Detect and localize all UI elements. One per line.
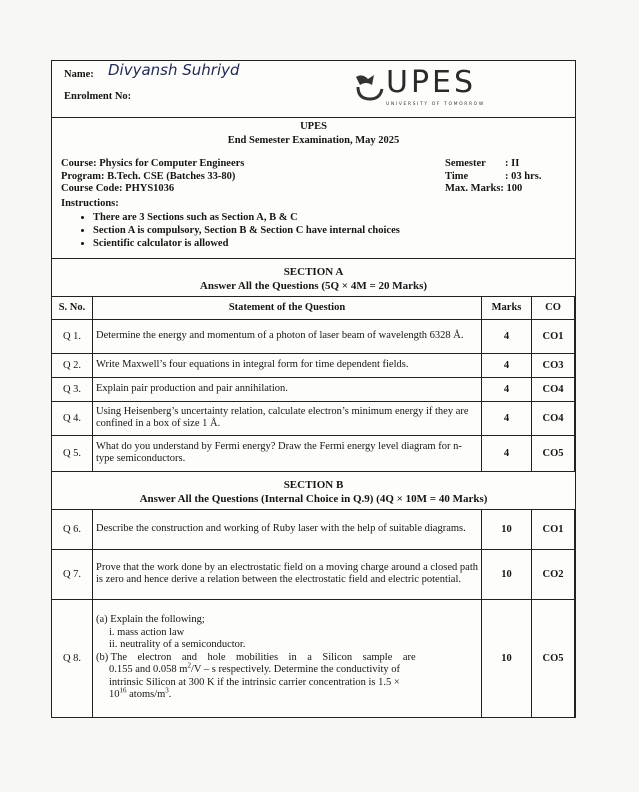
q8-part-b-line3: intrinsic Silicon at 300 K if the intrinsic carrier concentration is 1.5 × [109, 676, 400, 688]
question-number: Q 2. [52, 353, 93, 377]
question-text: Using Heisenberg’s uncertainty relation, calculate electron’s minimum energy if they are confined in a box of size 1 Å. [93, 401, 482, 435]
question-co: CO5 [532, 435, 575, 471]
table-row [52, 377, 575, 401]
question-co: CO1 [532, 319, 575, 353]
question-co: CO4 [532, 377, 575, 401]
question-number: Q 6. [52, 509, 93, 549]
exam-title: End Semester Examination, May 2025 [227, 135, 400, 146]
question-marks: 4 [482, 353, 532, 377]
table-row [52, 599, 575, 717]
course-code: Course Code: PHYS1036 [61, 183, 175, 194]
section-b-header [52, 472, 575, 509]
semester-value: : II [505, 158, 520, 169]
question-co: CO3 [532, 353, 575, 377]
table-row [52, 549, 575, 599]
paper-header [52, 61, 575, 118]
table-row [52, 319, 575, 353]
upes-logo [352, 65, 485, 111]
q8-part-b-line4: $10^{16}$ atoms/$m^3$. [109, 686, 172, 701]
table-row [52, 353, 575, 377]
question-number: Q 5. [52, 435, 93, 471]
instructions [52, 198, 575, 250]
question-marks: 10 [482, 549, 532, 599]
logo-tagline: UNIVERSITY OF TOMORROW [386, 102, 485, 107]
exam-paper [51, 60, 576, 718]
logo-text: UPES [386, 65, 477, 100]
question-number: Q 7. [52, 549, 93, 599]
question-text: Write Maxwell’s four equations in integral form for time dependent fields. [93, 353, 482, 377]
program-name: Program: B.Tech. CSE (Batches 33-80) [61, 170, 236, 182]
q8-part-a: (a) Explain the following; [96, 614, 205, 626]
question-number: Q 1. [52, 319, 93, 353]
table-row [52, 509, 575, 549]
question-text: Explain pair production and pair annihilation. [93, 377, 482, 401]
time-label: Time [445, 170, 469, 182]
table-row [52, 435, 575, 471]
col-header-sno: S. No. [52, 296, 93, 319]
question-text [93, 599, 482, 717]
question-marks: 10 [482, 509, 532, 549]
section-a-header [52, 258, 575, 296]
question-co: CO2 [532, 549, 575, 599]
university-name: UPES [300, 121, 327, 132]
section-b-title: SECTION B [283, 478, 344, 491]
exam-title-block [52, 118, 575, 148]
col-header-co: CO [532, 296, 575, 319]
enrolment-label: Enrolment No: [64, 91, 132, 102]
time-value: : 03 hrs. [505, 170, 542, 182]
q8-part-a-i: i. mass action law [109, 626, 185, 638]
q8-part-b-line2: 0.155 and 0.058 $m^2/V$ – s respectively. Determine the conductivity of [109, 661, 401, 676]
section-b-subtitle: Answer All the Questions (Internal Choice in Q.9) (4Q × 10M = 40 Marks) [139, 492, 488, 505]
question-co: CO5 [532, 599, 575, 717]
question-text: Describe the construction and working of Ruby laser with the help of suitable diagrams. [93, 509, 482, 549]
table-row [52, 401, 575, 435]
question-marks: 4 [482, 377, 532, 401]
instruction-item: • Scientific calculator is allowed [93, 237, 575, 250]
logo-mark-icon [352, 71, 386, 103]
question-marks: 4 [482, 401, 532, 435]
question-text: Determine the energy and momentum of a photon of laser beam of wavelength 6328 Å. [93, 319, 482, 353]
semester-label: Semester [445, 158, 486, 169]
instruction-item: • There are 3 Sections such as Section A, B & C [93, 211, 575, 224]
question-marks: 4 [482, 435, 532, 471]
section-a-subtitle: Answer All the Questions (5Q × 4M = 20 Marks) [199, 279, 428, 292]
question-text: Prove that the work done by an electrostatic field on a moving charge around a closed path is zero and hence derive a relation between the electrostatic field and electric potential. [93, 549, 482, 599]
question-co: CO4 [532, 401, 575, 435]
handwritten-name: Divyansh Suhriyd [108, 61, 240, 79]
section-a-table [51, 296, 575, 472]
name-label: Name: [64, 69, 94, 80]
section-b-table [51, 509, 575, 718]
col-header-marks: Marks [482, 296, 532, 319]
course-meta [52, 148, 575, 198]
question-marks: 10 [482, 599, 532, 717]
instructions-label: Instructions: [61, 198, 119, 209]
question-number: Q 4. [52, 401, 93, 435]
col-header-statement: Statement of the Question [93, 296, 482, 319]
instruction-item: • Section A is compulsory, Section B & Section C have internal choices [93, 224, 575, 237]
q8-part-b-line1: (b) The electron and hole mobilities in a Silicon sample are [96, 651, 416, 663]
course-name: Course: Physics for Computer Engineers [61, 158, 245, 169]
max-marks: Max. Marks: 100 [445, 183, 523, 194]
question-number: Q 3. [52, 377, 93, 401]
question-co: CO1 [532, 509, 575, 549]
table-header-row [52, 296, 575, 319]
section-a-title: SECTION A [283, 265, 344, 278]
question-marks: 4 [482, 319, 532, 353]
question-number: Q 8. [52, 599, 93, 717]
q8-part-a-ii: ii. neutrality of a semiconductor. [109, 639, 246, 651]
question-text: What do you understand by Fermi energy? Draw the Fermi energy level diagram for n-type semiconductors. [93, 435, 482, 471]
